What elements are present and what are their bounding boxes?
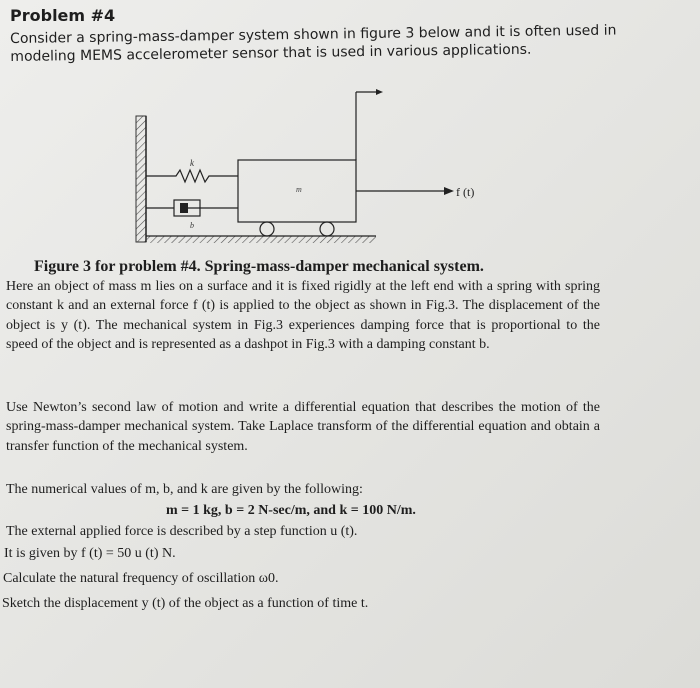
paragraph-system-description: Here an object of mass m lies on a surface and it is fixed rigidly at the left end with a spring with spring constant k and an external force f (t) is applied to the object as shown in Fig.3. The displacement of the object is y (t). The mechanical system in Fig.3 experiences damping force that is proportional to the speed of the object and is represented as a dashpot in Fig.3 with a damping constant b. — [6, 279, 600, 353]
values-intro: The numerical values of m, b, and k are given by the following: — [6, 482, 363, 497]
spring-label: k — [190, 158, 194, 168]
intro-line-1: Consider a spring-mass-damper system shown in figure 3 below and it is often used in — [10, 22, 617, 47]
force-label: f (t) — [456, 185, 475, 199]
paragraph-task: Use Newton’s second law of motion and write a differential equation that describes the motion of the spring-mass-damper mechanical system. Take Laplace transform of the differential equation and obtain a transfer function of the mechanical system. — [6, 400, 600, 454]
displacement-reference — [356, 89, 383, 160]
right-wheel — [320, 222, 334, 236]
spring — [146, 158, 238, 182]
spring-mass-damper-figure — [118, 84, 508, 254]
force-description: The external applied force is described by a step function u (t). — [6, 524, 358, 539]
mass-block — [238, 160, 356, 222]
force-given: It is given by f (t) = 50 u (t) N. — [4, 546, 176, 561]
ground-surface — [146, 236, 376, 243]
damper — [146, 200, 238, 230]
intro-line-2: modeling MEMS accelerometer sensor that is used in various applications. — [10, 41, 532, 65]
damper-label: b — [190, 221, 194, 230]
figure-caption: Figure 3 for problem #4. Spring-mass-damper mechanical system. — [34, 258, 484, 275]
values-line: m = 1 kg, b = 2 N-sec/m, and k = 100 N/m. — [166, 503, 416, 518]
left-wheel — [260, 222, 274, 236]
mass-label: m — [296, 185, 302, 194]
task-natural-frequency: Calculate the natural frequency of oscillation ω0. — [3, 571, 279, 586]
force-arrow — [356, 185, 474, 199]
fixed-wall — [136, 116, 146, 242]
problem-title: Problem #4 — [10, 6, 116, 25]
problem-intro — [10, 21, 650, 66]
task-sketch-displacement: Sketch the displacement y (t) of the object as a function of time t. — [2, 596, 369, 611]
